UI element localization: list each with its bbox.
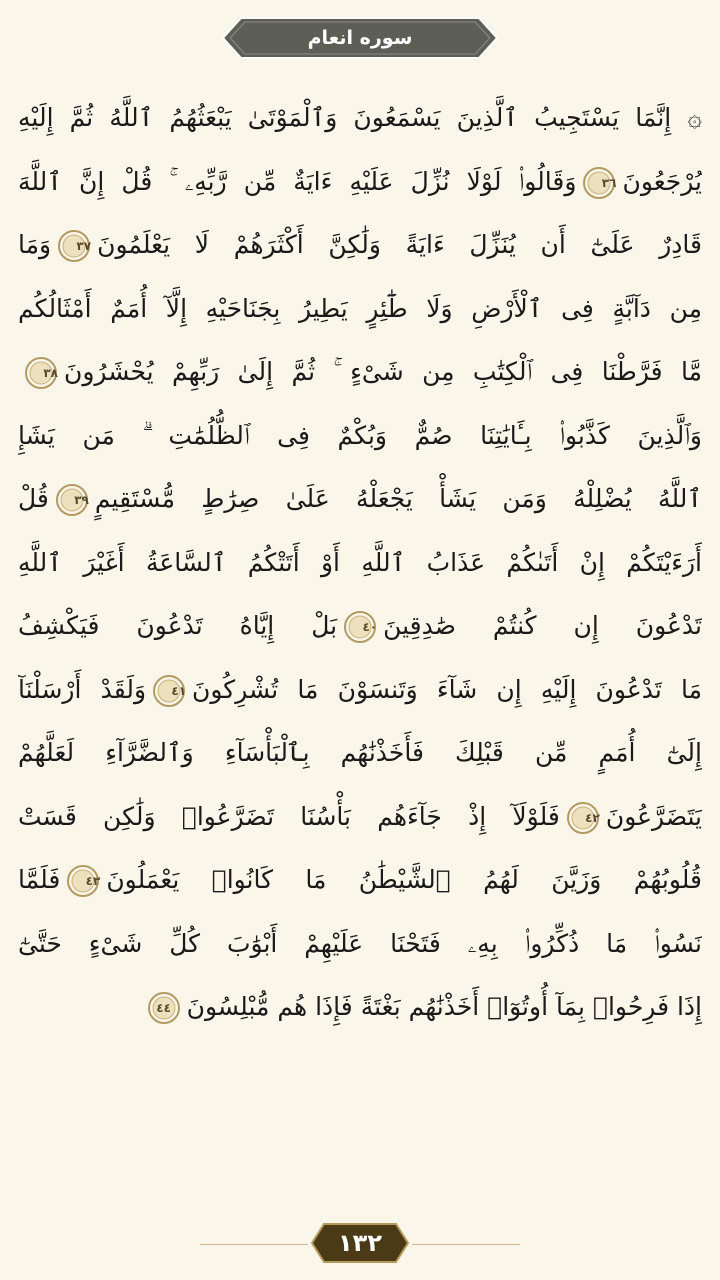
text-line xyxy=(18,848,702,912)
verse-number-marker xyxy=(152,674,186,708)
verse-text: قَادِرٌ عَلَىٰٓ أَن يُنَزِّلَ ءَايَةً وَلَٰكِنَّ أَكْثَرَهُمْ لَا يَعْلَمُونَ xyxy=(97,230,702,259)
surah-header-banner xyxy=(219,14,501,62)
verse-text: إِذَا فَرِحُوا۟ بِمَآ أُوتُوٓا۟ أَخَذْنَٰهُم بَغْتَةً فَإِذَا هُم مُّبْلِسُونَ xyxy=(186,992,702,1021)
verse-text: تَدْعُونَ إِن كُنتُمْ صَٰدِقِينَ xyxy=(383,611,702,640)
text-line xyxy=(18,150,702,214)
verse-text: مَا تَدْعُونَ إِلَيْهِ إِن شَآءَ وَتَنسَوْنَ مَا تُشْرِكُونَ xyxy=(192,674,702,704)
verse-number: ٤٢ xyxy=(585,810,600,825)
verse-number: ٤٤ xyxy=(156,1001,171,1015)
verse-text: قُلْ xyxy=(18,484,49,513)
verse-text: يُرْجَعُونَ xyxy=(622,166,702,196)
text-line xyxy=(18,785,702,849)
text-line xyxy=(18,213,702,277)
verse-number: ٤١ xyxy=(171,683,187,698)
verse-text: بَلْ إِيَّاهُ تَدْعُونَ فَيَكْشِفُ xyxy=(18,611,338,640)
verse-number-marker xyxy=(66,864,100,898)
page-number: ١٣٢ xyxy=(338,1229,382,1257)
footer-divider-right xyxy=(412,1244,520,1245)
text-line xyxy=(18,721,702,785)
verse-text: إِلَىٰٓ أُمَمٍ مِّن قَبْلِكَ فَأَخَذْنَٰهُم بِٱلْبَأْسَآءِ وَٱلضَّرَّآءِ لَعَلَّهُمْ xyxy=(18,738,702,767)
verse-text: مِن دَآبَّةٍ فِى ٱلْأَرْضِ وَلَا طَٰٓئِرٍ يَطِيرُ بِجَنَاحَيْهِ إِلَّآ أُمَمٌ أَمْثَالُكُم xyxy=(18,293,702,323)
text-line xyxy=(18,277,702,341)
verse-text: أَرَءَيْتَكُمْ إِنْ أَتَىٰكُمْ عَذَابُ ٱللَّهِ أَوْ أَتَتْكُمُ ٱلسَّاعَةُ أَغَيْرَ ٱللَّهِ xyxy=(18,547,702,577)
footer-divider-left xyxy=(200,1244,308,1245)
verse-number: ٣٨ xyxy=(43,366,58,380)
verse-number-marker xyxy=(582,166,616,200)
verse-text: ٱللَّهُ يُضْلِلْهُ وَمَن يَشَأْ يَجْعَلْهُ عَلَىٰ صِرَٰطٍ مُّسْتَقِيمٍ xyxy=(94,484,702,513)
verse-text: نَسُوا۟ مَا ذُكِّرُوا۟ بِهِۦ فَتَحْنَا عَلَيْهِمْ أَبْوَٰبَ كُلِّ شَىْءٍ حَتَّىٰٓ xyxy=(18,928,702,958)
verse-text: وَمَا xyxy=(18,230,52,259)
text-line xyxy=(18,404,702,468)
text-line xyxy=(18,912,702,976)
verse-text: قُلُوبُهُمْ وَزَيَّنَ لَهُمُ ٱلشَّيْطَٰنُ مَا كَانُوا۟ يَعْمَلُونَ xyxy=(106,865,702,894)
text-line xyxy=(18,467,702,531)
text-line xyxy=(18,975,702,1039)
surah-title: سوره انعام xyxy=(307,27,413,49)
text-line xyxy=(18,340,702,404)
verse-text: فَلَمَّا xyxy=(18,865,61,894)
verse-number: ٤٣ xyxy=(85,874,101,888)
verse-number: ٣٦ xyxy=(601,175,617,190)
verse-number-marker xyxy=(343,610,377,644)
verse-number-marker xyxy=(147,991,181,1025)
verse-text: مَّا فَرَّطْنَا فِى ٱلْكِتَٰبِ مِن شَىْءٍ ۚ ثُمَّ إِلَىٰ رَبِّهِمْ يُحْشَرُونَ xyxy=(64,357,702,386)
verse-number: ٤٠ xyxy=(362,620,378,634)
page-number-badge xyxy=(310,1220,410,1266)
verse-text: وَقَالُوا۟ لَوْلَا نُزِّلَ عَلَيْهِ ءَايَةٌ مِّن رَّبِّهِۦ ۚ قُلْ إِنَّ ٱللَّهَ xyxy=(18,166,577,196)
verse-number-marker xyxy=(57,229,91,263)
verse-text: فَلَوْلَآ إِذْ جَآءَهُم بَأْسُنَا تَضَرَّعُوا۟ وَلَٰكِن قَسَتْ xyxy=(18,801,560,831)
verse-number-marker xyxy=(24,356,58,390)
verse-text: وَلَقَدْ أَرْسَلْنَآ xyxy=(18,674,147,704)
verse-text: يَتَضَرَّعُونَ xyxy=(605,801,702,831)
text-line xyxy=(18,594,702,658)
verse-text: ۞ إِنَّمَا يَسْتَجِيبُ ٱلَّذِينَ يَسْمَعُونَ وَٱلْمَوْتَىٰ يَبْعَثُهُمُ ٱللَّهُ ثُمَّ إِلَيْهِ xyxy=(18,103,702,132)
verse-number-marker xyxy=(55,483,89,517)
verse-number-marker xyxy=(566,801,600,835)
text-line xyxy=(18,531,702,595)
text-line xyxy=(18,86,702,150)
verse-number: ٣٩ xyxy=(74,493,89,507)
quran-text xyxy=(18,86,702,1039)
verse-number: ٣٧ xyxy=(76,239,92,253)
text-line xyxy=(18,658,702,722)
verse-text: وَٱلَّذِينَ كَذَّبُوا۟ بِـَٔايَٰتِنَا صُمٌّ وَبُكْمٌ فِى ٱلظُّلُمَٰتِ ۗ مَن يَشَإِ xyxy=(18,420,702,450)
